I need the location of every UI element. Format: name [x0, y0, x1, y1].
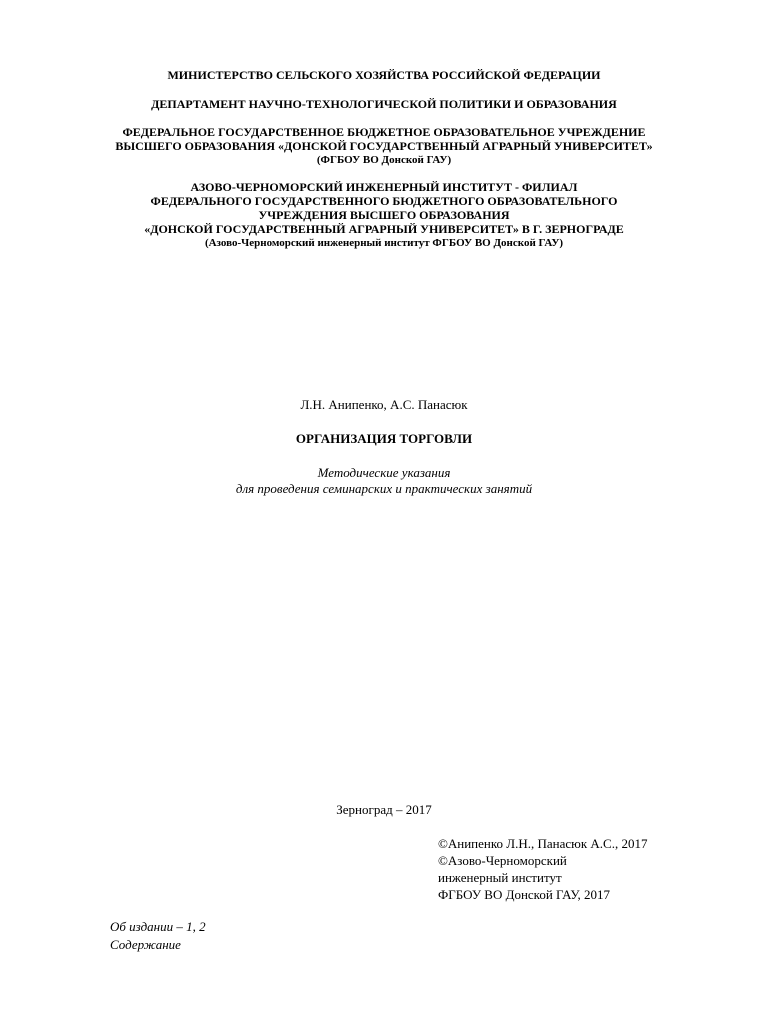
ministry-text: МИНИСТЕРСТВО СЕЛЬСКОГО ХОЗЯЙСТВА РОССИЙСКОЙ ФЕДЕРАЦИИ [167, 68, 601, 82]
institute-line-3: УЧРЕЖДЕНИЯ ВЫСШЕГО ОБРАЗОВАНИЯ [258, 208, 510, 222]
about-edition-link[interactable]: Об издании – 1, 2 [110, 919, 206, 934]
authors: Л.Н. Анипенко, А.С. Панасюк [300, 397, 468, 412]
university-heading [0, 125, 768, 167]
university-short-name: (ФГБОУ ВО Донской ГАУ) [316, 154, 452, 166]
city-year: Зерноград – 2017 [336, 802, 432, 817]
copyright-line-2: ©Азово-Черноморский [438, 853, 567, 868]
document-subtitle [0, 465, 768, 497]
copyright-line-3: инженерный институт [438, 870, 562, 885]
subtitle-line-1: Методические указания [317, 465, 451, 480]
university-line-2: ВЫСШЕГО ОБРАЗОВАНИЯ «ДОНСКОЙ ГОСУДАРСТВЕННЫЙ АГРАРНЫЙ УНИВЕРСИТЕТ» [115, 139, 653, 153]
contents-link[interactable]: Содержание [110, 937, 181, 952]
copyright-line-1: ©Анипенко Л.Н., Панасюк А.С., 2017 [438, 836, 648, 851]
institute-line-2: ФЕДЕРАЛЬНОГО ГОСУДАРСТВЕННОГО БЮДЖЕТНОГО ОБРАЗОВАТЕЛЬНОГО [150, 194, 618, 208]
footer-links [110, 918, 206, 954]
copyright-block [438, 835, 647, 903]
institute-line-1: АЗОВО-ЧЕРНОМОРСКИЙ ИНЖЕНЕРНЫЙ ИНСТИТУТ - ФИЛИАЛ [190, 180, 578, 194]
department-heading [0, 97, 768, 111]
university-line-1: ФЕДЕРАЛЬНОЕ ГОСУДАРСТВЕННОЕ БЮДЖЕТНОЕ ОБРАЗОВАТЕЛЬНОЕ УЧРЕЖДЕНИЕ [122, 125, 646, 139]
institute-short-name: (Азово-Черноморский инженерный институт ФГБОУ ВО Донской ГАУ) [204, 237, 564, 249]
institute-line-4: «ДОНСКОЙ ГОСУДАРСТВЕННЫЙ АГРАРНЫЙ УНИВЕРСИТЕТ» В Г. ЗЕРНОГРАДЕ [144, 222, 624, 236]
institute-heading [0, 180, 768, 250]
department-text: ДЕПАРТАМЕНТ НАУЧНО-ТЕХНОЛОГИЧЕСКОЙ ПОЛИТИКИ И ОБРАЗОВАНИЯ [151, 97, 617, 111]
document-title: ОРГАНИЗАЦИЯ ТОРГОВЛИ [295, 431, 473, 446]
subtitle-line-2: для проведения семинарских и практических занятий [235, 481, 533, 496]
copyright-line-4: ФГБОУ ВО Донской ГАУ, 2017 [438, 887, 610, 902]
ministry-heading [0, 68, 768, 82]
